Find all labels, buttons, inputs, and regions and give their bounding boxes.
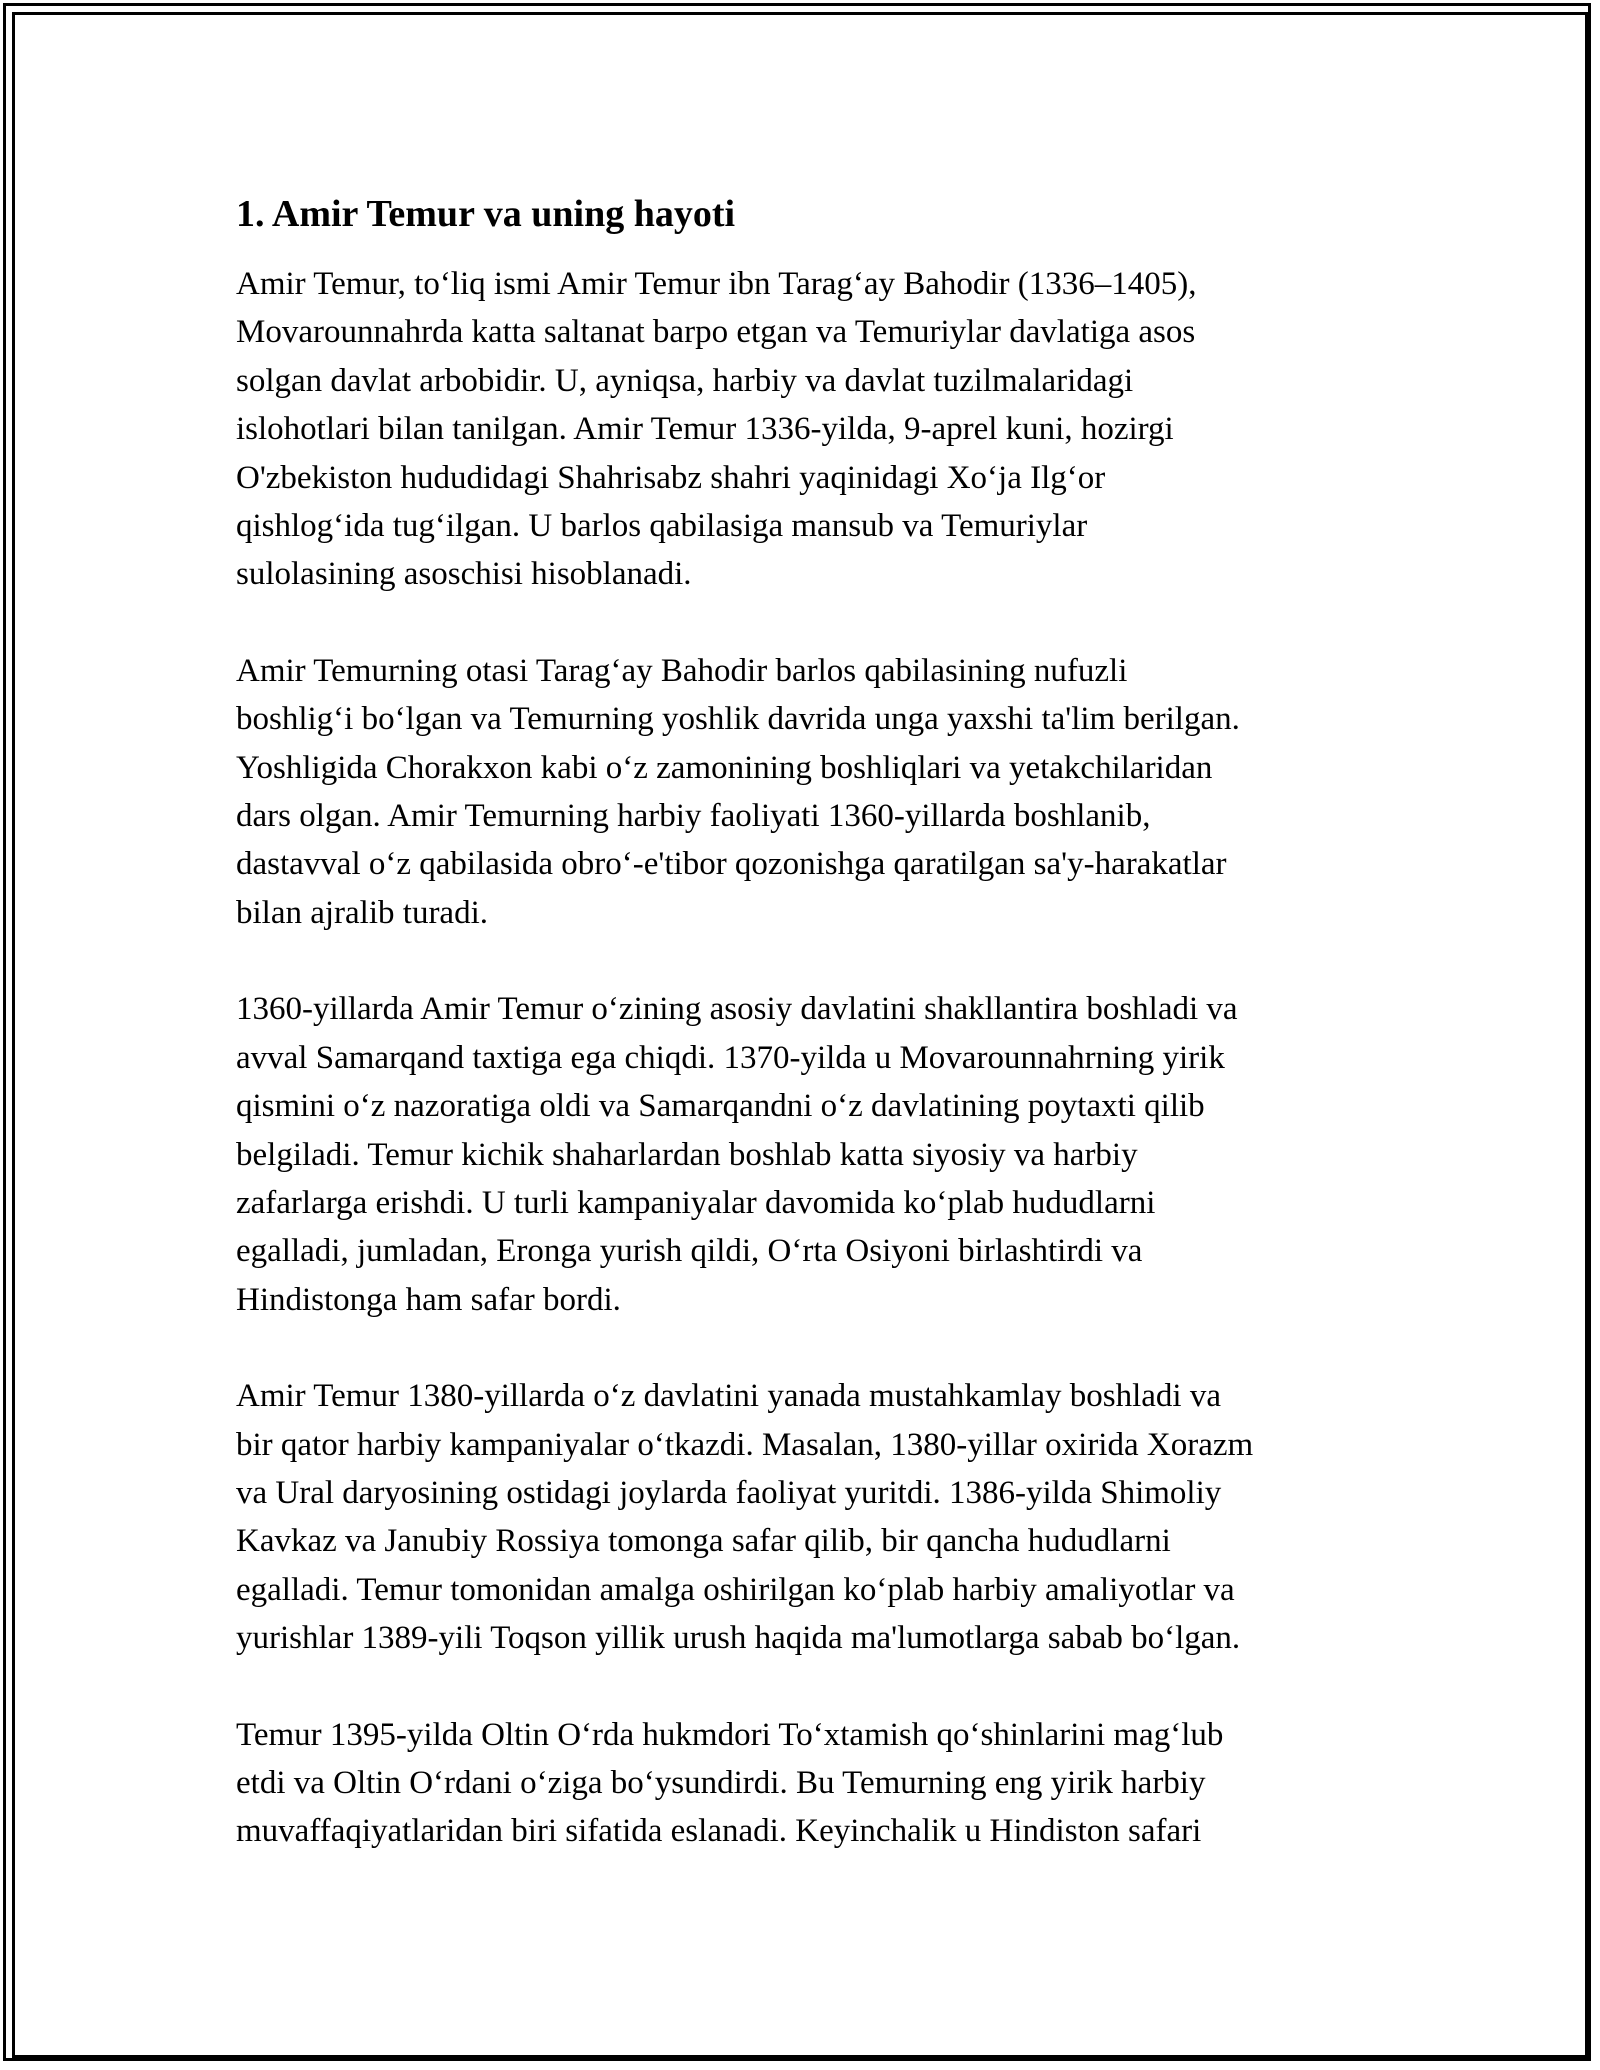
text-line: avval Samarqand taxtiga ega chiqdi. 1370-yilda u Movarounnahrning yirik: [236, 1039, 1225, 1076]
text-line: muvaffaqiyatlaridan biri sifatida eslanadi. Keyinchalik u Hindiston safari: [236, 1813, 1202, 1850]
text-line: boshlig‘i bo‘lgan va Temurning yoshlik davrida unga yaxshi ta'lim berilgan.: [236, 701, 1240, 738]
document-body: [236, 186, 1376, 1904]
text-line: islohotlari bilan tanilgan. Amir Temur 1336-yilda, 9-aprel kuni, hozirgi: [236, 411, 1174, 448]
text-line: Yoshligida Chorakxon kabi o‘z zamonining boshliqlari va yetakchilaridan: [236, 749, 1213, 786]
paragraph: [236, 260, 1376, 599]
text-line: egalladi, jumladan, Eronga yurish qildi, O‘rta Osiyoni birlashtirdi va: [236, 1233, 1143, 1270]
text-line: dastavval o‘z qabilasida obro‘-e'tibor qozonishga qaratilgan sa'y-harakatlar: [236, 846, 1227, 883]
text-line: Movarounnahrda katta saltanat barpo etgan va Temuriylar davlatiga asos: [236, 314, 1196, 351]
paragraph: [236, 985, 1376, 1324]
text-line: zafarlarga erishdi. U turli kampaniyalar davomida ko‘plab hududlarni: [236, 1184, 1156, 1221]
text-line: qismini o‘z nazoratiga oldi va Samarqandni o‘z davlatining poytaxti qilib: [236, 1088, 1205, 1125]
text-line: O'zbekiston hududidagi Shahrisabz shahri yaqinidagi Xo‘ja Ilg‘or: [236, 459, 1106, 496]
paragraph-container: [236, 260, 1376, 1856]
text-line: bir qator harbiy kampaniyalar o‘tkazdi. Masalan, 1380-yillar oxirida Xorazm: [236, 1426, 1254, 1463]
text-line: Amir Temurning otasi Tarag‘ay Bahodir barlos qabilasining nufuzli: [236, 652, 1128, 689]
text-line: qishlog‘ida tug‘ilgan. U barlos qabilasiga mansub va Temuriylar: [236, 508, 1088, 545]
paragraph: [236, 647, 1376, 937]
text-line: 1360-yillarda Amir Temur o‘zining asosiy davlatini shakllantira boshladi va: [236, 991, 1238, 1028]
text-line: Temur 1395-yilda Oltin O‘rda hukmdori To‘xtamish qo‘shinlarini mag‘lub: [236, 1716, 1224, 1753]
text-line: solgan davlat arbobidir. U, ayniqsa, harbiy va davlat tuzilmalaridagi: [236, 362, 1134, 399]
text-line: belgiladi. Temur kichik shaharlardan boshlab katta siyosiy va harbiy: [236, 1136, 1138, 1173]
text-line: Amir Temur, to‘liq ismi Amir Temur ibn Tarag‘ay Bahodir (1336–1405),: [236, 266, 1197, 302]
text-line: egalladi. Temur tomonidan amalga oshirilgan ko‘plab harbiy amaliyotlar va: [236, 1571, 1235, 1608]
paragraph: [236, 1711, 1376, 1856]
text-line: va Ural daryosining ostidagi joylarda faoliyat yuritdi. 1386-yilda Shimoliy: [236, 1474, 1222, 1511]
text-line: yurishlar 1389-yili Toqson yillik urush haqida ma'lumotlarga sabab bo‘lgan.: [236, 1620, 1241, 1657]
text-line: bilan ajralib turadi.: [236, 894, 488, 931]
text-line: Hindistonga ham safar bordi.: [236, 1281, 621, 1318]
paragraph: [236, 1372, 1376, 1662]
text-line: etdi va Oltin O‘rdani o‘ziga bo‘ysundirdi. Bu Temurning eng yirik harbiy: [236, 1764, 1206, 1801]
text-line: Kavkaz va Janubiy Rossiya tomonga safar qilib, bir qancha hududlarni: [236, 1523, 1171, 1560]
text-line: sulolasining asoschisi hisoblanadi.: [236, 556, 692, 593]
text-line: Amir Temur 1380-yillarda o‘z davlatini yanada mustahkamlay boshladi va: [236, 1378, 1221, 1415]
text-line: dars olgan. Amir Temurning harbiy faoliyati 1360-yillarda boshlanib,: [236, 798, 1151, 835]
section-heading: 1. Amir Temur va uning hayoti: [236, 193, 736, 235]
